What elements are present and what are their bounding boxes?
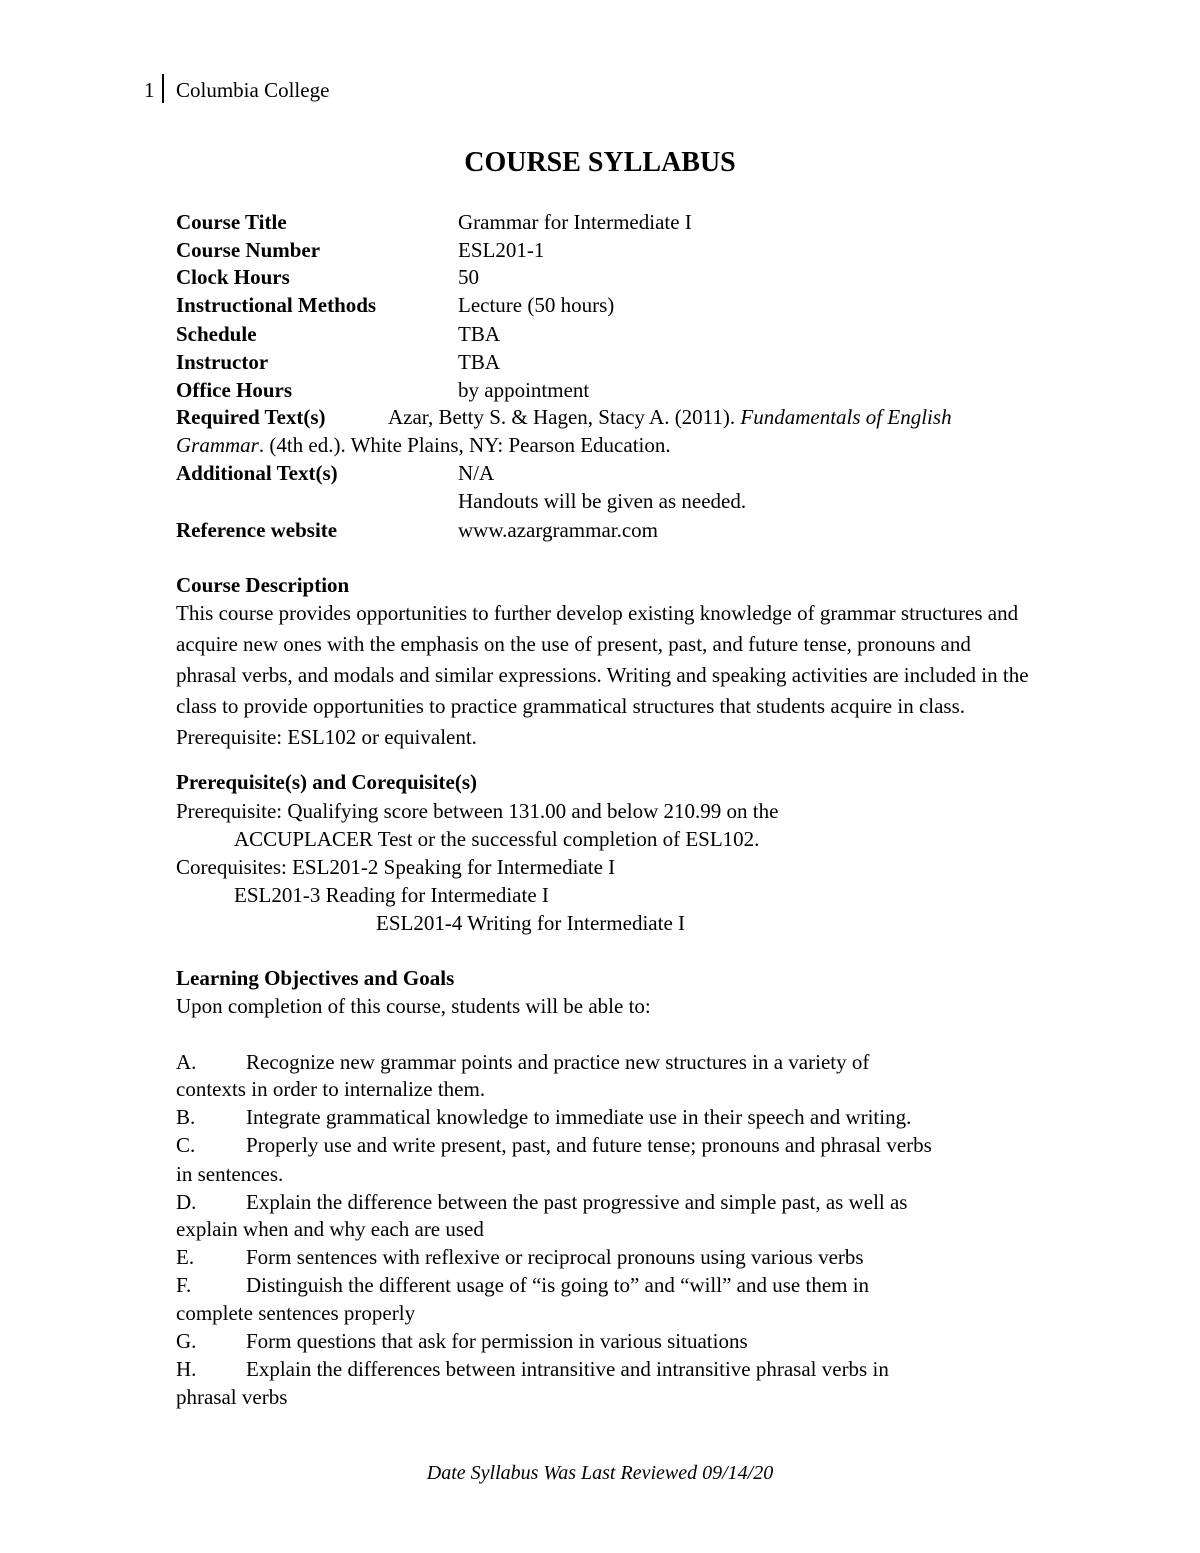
clock-hours-label: Clock Hours	[176, 265, 290, 289]
required-text-title: Fundamentals of English	[740, 405, 952, 429]
schedule-value: TBA	[458, 322, 500, 346]
objective-f-text-cont: complete sentences properly	[176, 1301, 416, 1325]
office-hours-value: by appointment	[458, 378, 590, 402]
course-number-value: ESL201-1	[458, 238, 545, 262]
objective-c-text: Properly use and write present, past, and future tense; pronouns and phrasal verbs	[246, 1133, 932, 1157]
objective-letter-a: A.	[176, 1050, 197, 1074]
prerequisite-line-cont: ACCUPLACER Test or the successful completion of ESL102.	[234, 827, 760, 851]
objective-g-text: Form questions that ask for permission in various situations	[246, 1329, 748, 1353]
schedule-label: Schedule	[176, 322, 257, 346]
clock-hours-value: 50	[458, 265, 479, 289]
required-text-authors: Azar, Betty S. & Hagen, Stacy A. (2011).	[388, 405, 741, 429]
office-hours-label: Office Hours	[176, 378, 293, 402]
objective-letter-h: H.	[176, 1357, 197, 1381]
objective-e-text: Form sentences with reflexive or reciprocal pronouns using various verbs	[246, 1245, 864, 1269]
objective-f-text: Distinguish the different usage of “is going to” and “will” and use them in	[246, 1273, 870, 1297]
reference-website-link[interactable]: www.azargrammar.com	[458, 518, 659, 542]
objective-letter-f: F.	[176, 1273, 192, 1297]
prerequisite-line: Prerequisite: Qualifying score between 131.00 and below 210.99 on the	[176, 799, 779, 823]
instructional-methods-value: Lecture (50 hours)	[458, 293, 615, 317]
objective-c-text-cont: in sentences.	[176, 1162, 284, 1186]
additional-text-label: Additional Text(s)	[176, 461, 338, 485]
objective-letter-c: C.	[176, 1133, 196, 1157]
page-number: 1	[144, 78, 155, 102]
corequisite-line: Corequisites: ESL201-2 Speaking for Intermediate I	[176, 855, 616, 879]
objective-d-text-cont: explain when and why each are used	[176, 1217, 484, 1241]
objective-letter-e: E.	[176, 1245, 195, 1269]
corequisite-line-3: ESL201-4 Writing for Intermediate I	[376, 911, 686, 935]
institution-name: Columbia College	[176, 78, 330, 102]
reference-website-label: Reference website	[176, 518, 338, 542]
prerequisites-heading: Prerequisite(s) and Corequisite(s)	[176, 770, 477, 794]
required-text-publisher: . (4th ed.). White Plains, NY: Pearson Education.	[258, 433, 671, 457]
objectives-heading: Learning Objectives and Goals	[176, 966, 455, 990]
objective-b-text: Integrate grammatical knowledge to immediate use in their speech and writing.	[246, 1105, 912, 1129]
required-text-label: Required Text(s)	[176, 405, 326, 429]
required-text-title-cont: Grammar	[176, 433, 259, 457]
objective-a-text-cont: contexts in order to internalize them.	[176, 1077, 486, 1101]
objective-letter-d: D.	[176, 1190, 197, 1214]
course-title-label: Course Title	[176, 210, 287, 234]
instructor-label: Instructor	[176, 350, 269, 374]
additional-text-note: Handouts will be given as needed.	[458, 489, 747, 513]
required-text-citation-line2	[176, 435, 671, 456]
course-number-label: Course Number	[176, 238, 321, 262]
corequisite-line-2: ESL201-3 Reading for Intermediate I	[234, 883, 549, 907]
header-divider	[162, 74, 164, 103]
objective-letter-b: B.	[176, 1105, 196, 1129]
additional-text-value: N/A	[458, 461, 495, 485]
instructional-methods-label: Instructional Methods	[176, 293, 377, 317]
instructor-value: TBA	[458, 350, 500, 374]
page-title: COURSE SYLLABUS	[464, 147, 736, 178]
course-description-heading: Course Description	[176, 573, 350, 597]
footer-review-date: Date Syllabus Was Last Reviewed 09/14/20	[426, 1462, 774, 1484]
objective-a-text: Recognize new grammar points and practice new structures in a variety of	[246, 1050, 870, 1074]
course-description-body: This course provides opportunities to further develop existing knowledge of grammar structures and acquire new ones with the emphasis on the use of present, past, and future tense, pronouns and phrasal verbs, and modals and similar expressions. Writing and speaking activities are included in the class to provide opportunities to practice grammatical structures that students acquire in class. Prerequisite: ESL102 or equivalent.	[176, 601, 1029, 749]
objective-d-text: Explain the difference between the past progressive and simple past, as well as	[246, 1190, 908, 1214]
objectives-intro: Upon completion of this course, students will be able to:	[176, 994, 651, 1018]
required-text-citation-line1	[388, 407, 952, 428]
objective-h-text-cont: phrasal verbs	[176, 1385, 288, 1409]
objective-letter-g: G.	[176, 1329, 197, 1353]
course-title-value: Grammar for Intermediate I	[458, 210, 692, 234]
objective-h-text: Explain the differences between intransitive and intransitive phrasal verbs in	[246, 1357, 889, 1381]
